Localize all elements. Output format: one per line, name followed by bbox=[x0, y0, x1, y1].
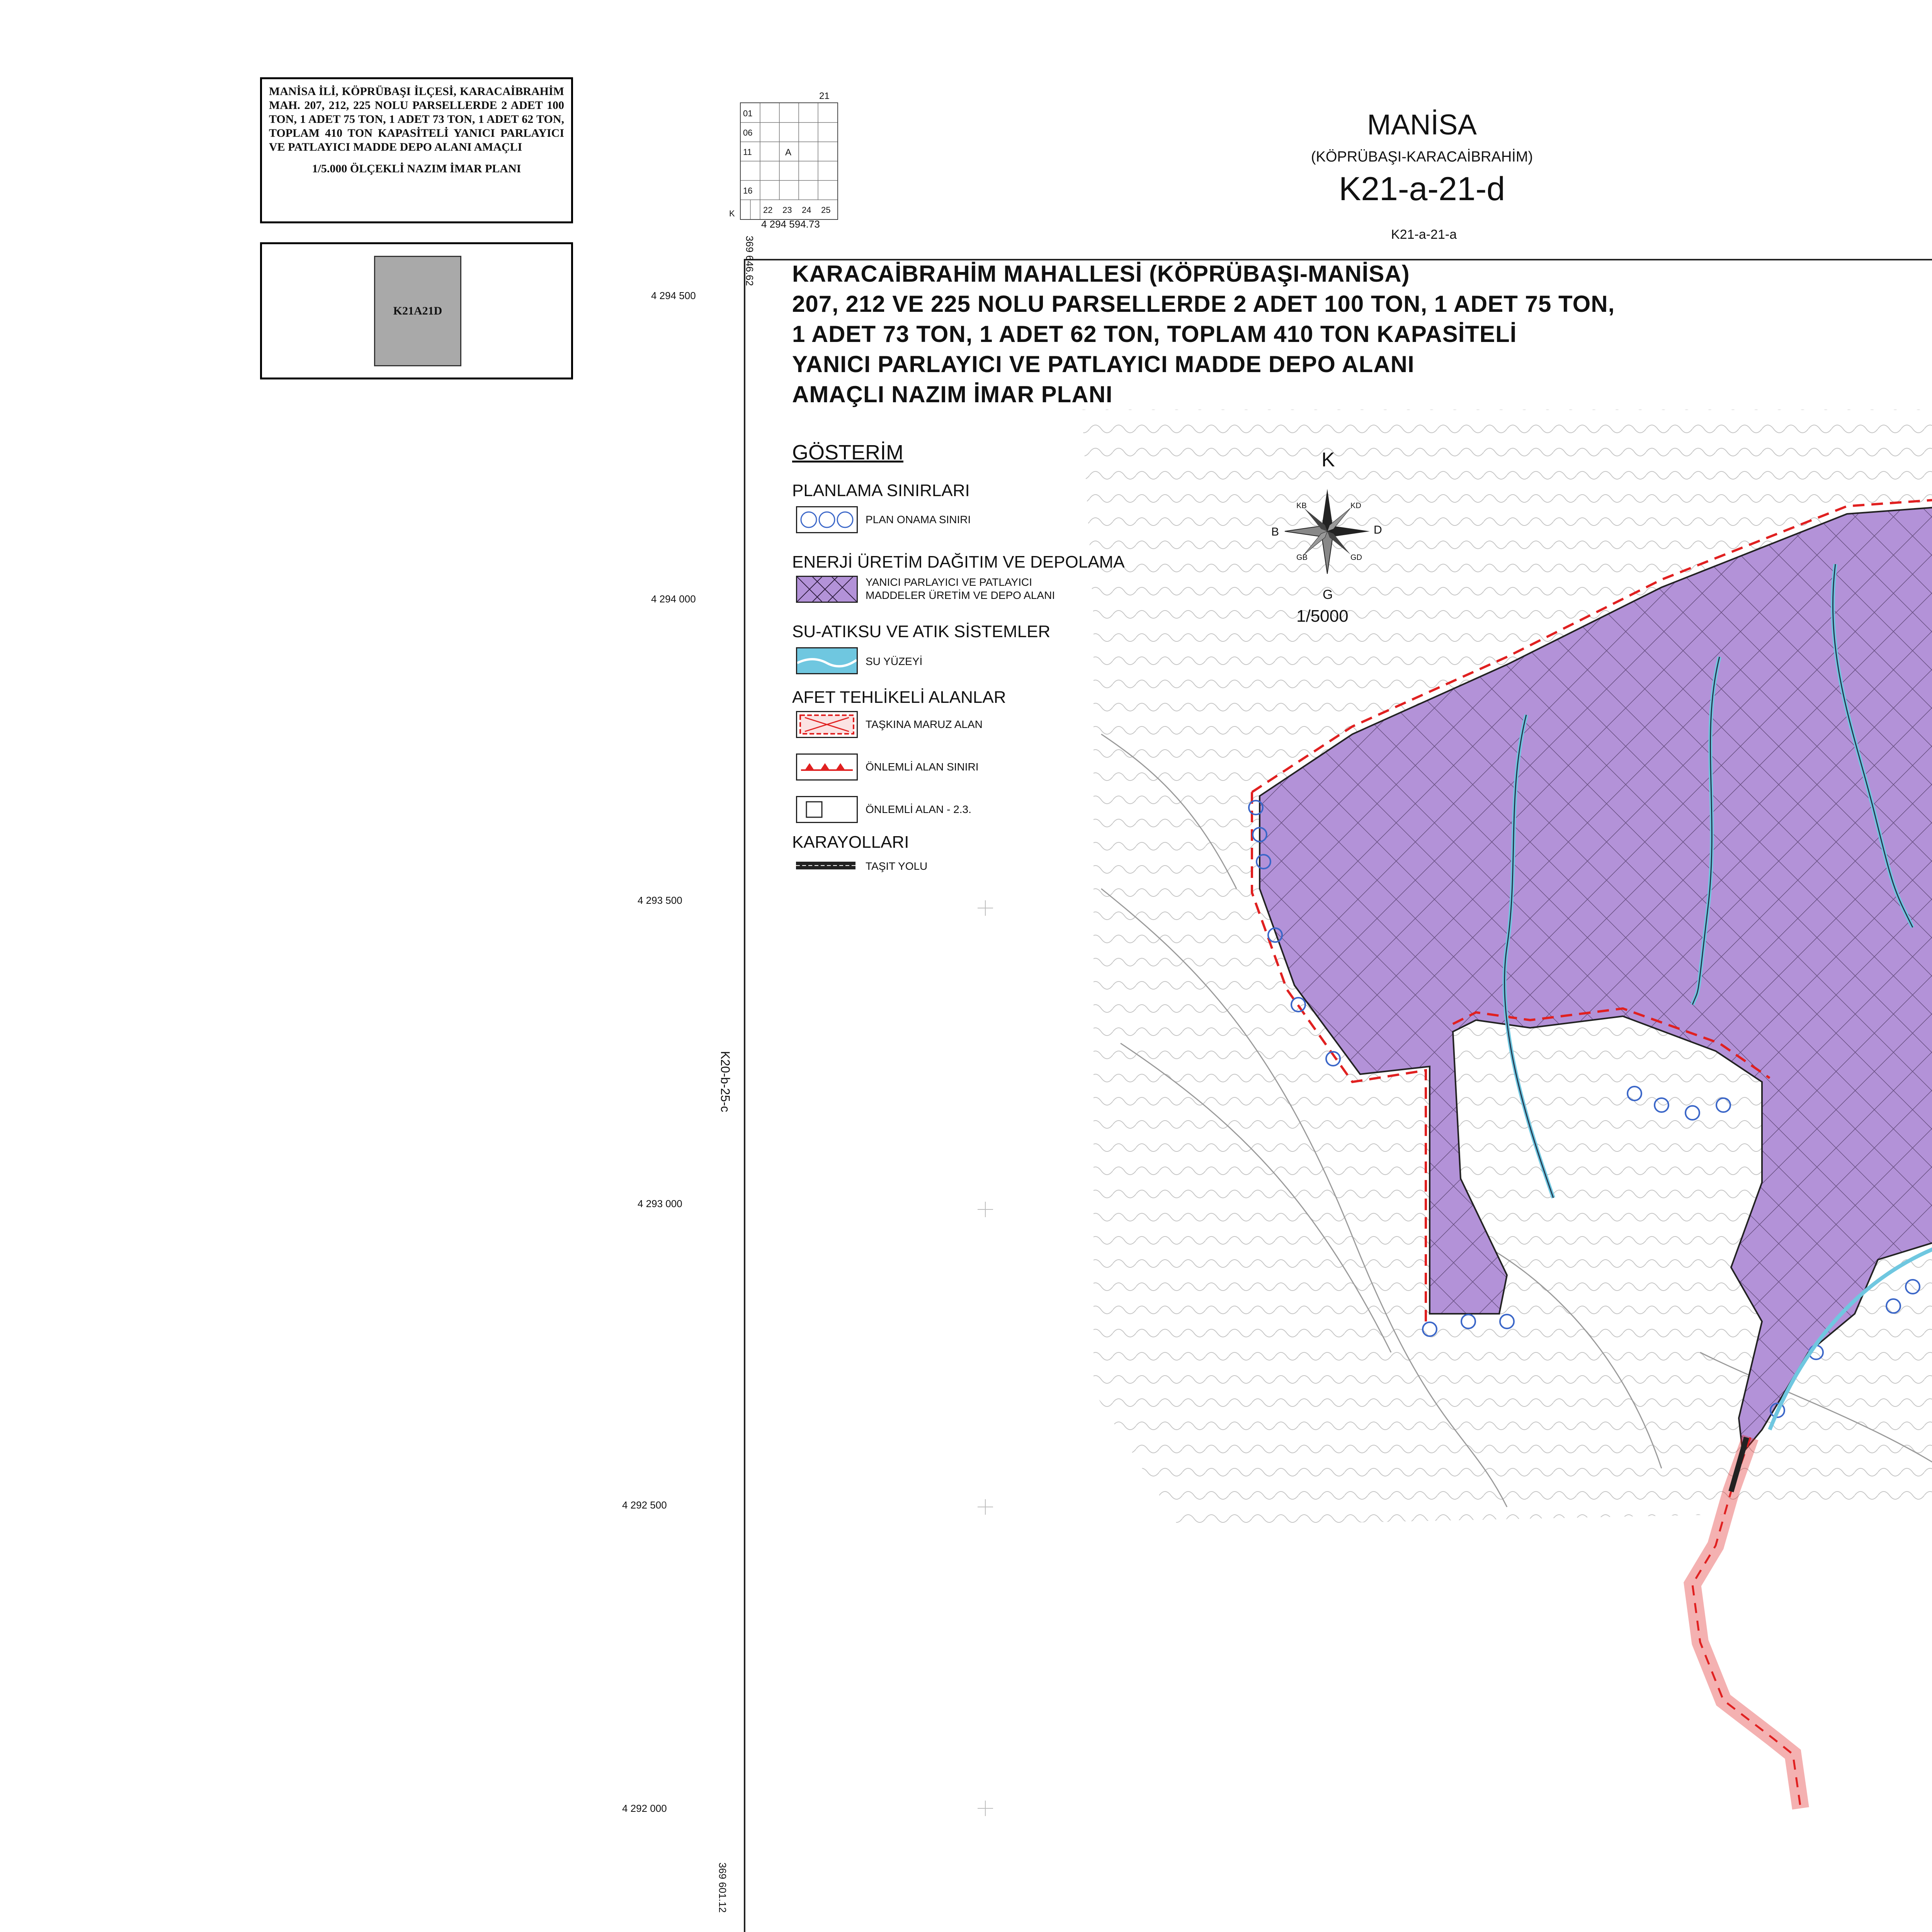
legend-depot-line1: YANICI PARLAYICI VE PATLAYICI bbox=[866, 576, 1032, 588]
compass-se: GD bbox=[1350, 553, 1362, 562]
coord-top-left-y: 4 294 594.73 bbox=[761, 218, 820, 230]
coord-left: 4 293 000 bbox=[638, 1198, 682, 1209]
legend-plan-onama: PLAN ONAMA SINIRI bbox=[866, 514, 971, 526]
compass-west: B bbox=[1271, 526, 1279, 538]
index-row-label: 01 bbox=[743, 109, 753, 118]
road-symbol bbox=[796, 856, 858, 875]
index-corner-label: K bbox=[729, 209, 735, 218]
plan-title-line: YANICI PARLAYICI VE PATLAYICI MADDE DEPO ALANI bbox=[792, 351, 1415, 377]
index-row-label: 11 bbox=[743, 147, 752, 157]
plan-title-line: AMAÇLI NAZIM İMAR PLANI bbox=[792, 381, 1113, 407]
index-bottom-label: 24 bbox=[802, 205, 811, 215]
top-neighbor-sheet: K21-a-21-a bbox=[1391, 227, 1457, 242]
coord-left: 4 293 500 bbox=[638, 895, 682, 906]
plan-title-line: KARACAİBRAHİM MAHALLESİ (KÖPRÜBAŞI-MANİSA) bbox=[792, 261, 1410, 287]
coord-bottom-left-x: 369 601.12 bbox=[717, 1862, 728, 1913]
index-bottom-label: 25 bbox=[821, 205, 831, 215]
legend-onlemli-alan: ÖNLEMLİ ALAN - 2.3. bbox=[866, 803, 971, 815]
legend-tasit: TAŞIT YOLU bbox=[866, 860, 928, 872]
plan-title-line: 1 ADET 73 TON, 1 ADET 62 TON, TOPLAM 410 TON KAPASİTELİ bbox=[792, 321, 1517, 347]
plan-approval-symbol bbox=[796, 506, 858, 533]
legend-taskin: TAŞKINA MARUZ ALAN bbox=[866, 718, 983, 730]
index-grid-top-label: 21 bbox=[819, 91, 830, 101]
index-bottom-label: 22 bbox=[763, 205, 773, 215]
flood-area-symbol bbox=[796, 711, 858, 738]
depot-area-symbol bbox=[796, 576, 858, 603]
index-row-label: 06 bbox=[743, 128, 753, 138]
precaution-boundary-symbol bbox=[796, 753, 858, 781]
compass-north: K bbox=[1321, 449, 1335, 471]
plan-title bbox=[792, 259, 1797, 410]
index-bottom-label: 23 bbox=[782, 205, 792, 215]
water-surface-symbol bbox=[796, 647, 858, 674]
plan-scale-line: 1/5.000 ÖLÇEKLİ NAZIM İMAR PLANI bbox=[312, 162, 521, 175]
legend-section-hazard: AFET TEHLİKELİ ALANLAR bbox=[792, 688, 1006, 707]
index-row-label: 16 bbox=[743, 186, 753, 196]
header-district: (KÖPRÜBAŞI-KARACAİBRAHİM) bbox=[1311, 149, 1533, 165]
grid-ticks bbox=[978, 900, 993, 1816]
coord-left: 4 294 000 bbox=[651, 593, 696, 605]
legend-su-yuzeyi: SU YÜZEYİ bbox=[866, 655, 923, 667]
index-center-letter: A bbox=[785, 147, 792, 158]
legend-onlemli-sinir: ÖNLEMLİ ALAN SINIRI bbox=[866, 761, 979, 773]
coord-top-left-x: 369 646.62 bbox=[744, 236, 755, 286]
coord-left: 4 292 000 bbox=[622, 1803, 667, 1814]
header-city: MANİSA bbox=[1367, 109, 1477, 141]
sheet-id: K21A21D bbox=[393, 304, 442, 317]
compass-east: D bbox=[1374, 524, 1382, 536]
legend-section-planning: PLANLAMA SINIRLARI bbox=[792, 481, 970, 500]
coord-left: 4 294 500 bbox=[651, 290, 696, 301]
compass-nw: KB bbox=[1296, 502, 1307, 510]
legend-section-water: SU-ATIKSU VE ATIK SİSTEMLER bbox=[792, 622, 1051, 641]
precaution-area-symbol bbox=[796, 796, 858, 823]
legend-title: GÖSTERİM bbox=[792, 441, 904, 464]
plan-description: MANİSA İLİ, KÖPRÜBAŞI İLÇESİ, KARACAİBRAHİM MAH. 207, 212, 225 NOLU PARSELLERDE 2 ADET 100 TON, 1 ADET 75 TON, 1 ADET 73 TON, 1 ADET 62 TON, TOPLAM 410 TON KAPASİTELİ YANICI PARLAYICI VE PATLAYICI MADDE DEPO ALANI AMAÇLI bbox=[269, 85, 564, 153]
compass-scale: 1/5000 bbox=[1296, 607, 1349, 626]
coord-left: 4 292 500 bbox=[622, 1499, 667, 1511]
legend-section-energy: ENERJİ ÜRETİM DAĞITIM VE DEPOLAMA bbox=[792, 553, 1125, 571]
compass-sw: GB bbox=[1296, 553, 1308, 562]
plan-title-line: 207, 212 VE 225 NOLU PARSELLERDE 2 ADET 100 TON, 1 ADET 75 TON, bbox=[792, 291, 1615, 317]
header-sheet-code: K21-a-21-d bbox=[1338, 170, 1505, 207]
compass-ne: KD bbox=[1350, 502, 1361, 510]
north-arrow bbox=[1269, 449, 1385, 626]
compass-south: G bbox=[1323, 587, 1333, 602]
left-neighbor-sheet: K20-b-25-c bbox=[718, 1051, 732, 1112]
legend-depot-line2: MADDELER ÜRETİM VE DEPO ALANI bbox=[866, 589, 1055, 601]
legend-section-roads: KARAYOLLARI bbox=[792, 833, 909, 852]
